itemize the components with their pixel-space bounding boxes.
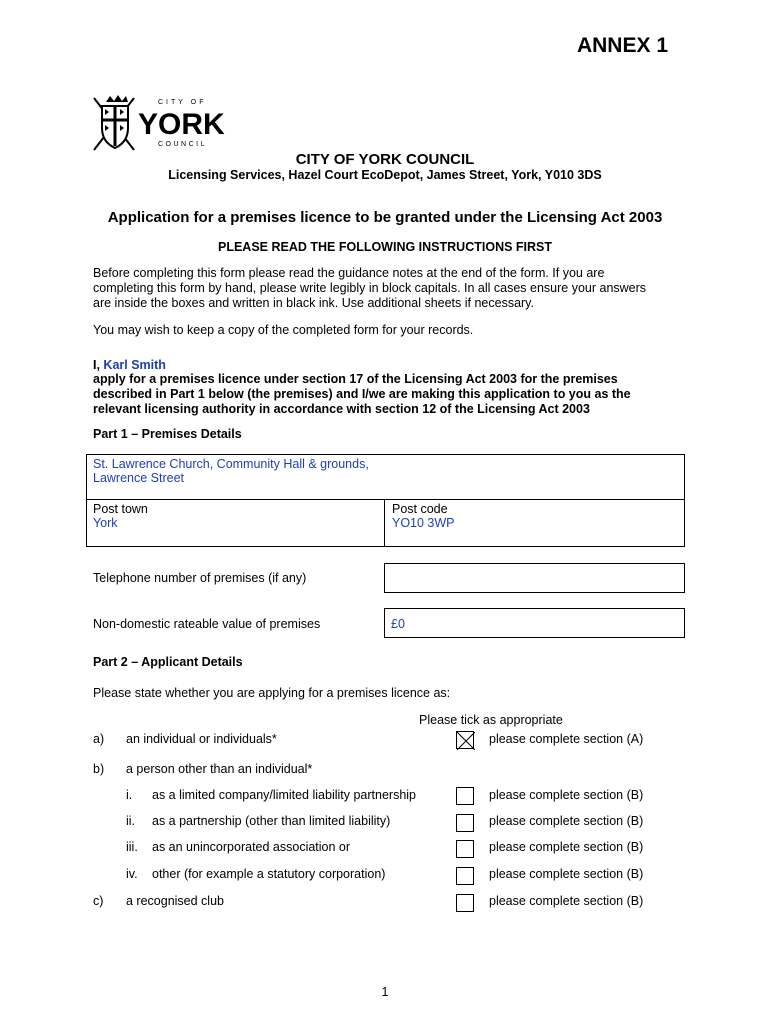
- option-marker: i.: [126, 788, 133, 802]
- annex-heading: ANNEX 1: [576, 34, 668, 57]
- option-marker: b): [93, 762, 105, 776]
- option-marker: iv.: [126, 867, 138, 881]
- premises-address-line1[interactable]: St. Lawrence Church, Community Hall & grounds,: [93, 457, 369, 471]
- logo-line3: COUNCIL: [158, 141, 208, 148]
- page-number: 1: [381, 985, 389, 999]
- intro-line: Before completing this form please read the guidance notes at the end of the form. If you are: [93, 266, 605, 280]
- option-note: please complete section (B): [489, 788, 644, 802]
- postal-row: [86, 499, 685, 547]
- option-note: please complete section (B): [489, 814, 644, 828]
- premises-address-line2[interactable]: Lawrence Street: [93, 471, 185, 485]
- option-label: other (for example a statutory corporation): [152, 867, 386, 881]
- apply-line: apply for a premises licence under section 17 of the Licensing Act 2003 for the premises: [93, 372, 618, 386]
- logo-line2: YORK: [138, 108, 225, 141]
- tick-header: Please tick as appropriate: [419, 713, 563, 727]
- post-town-label: Post town: [93, 502, 148, 516]
- intro-line: are inside the boxes and written in black ink. Use additional sheets if necessary.: [93, 296, 534, 310]
- option-label: as a limited company/limited liability partnership: [152, 788, 417, 802]
- post-code-value[interactable]: YO10 3WP: [392, 516, 455, 530]
- option-marker: a): [93, 732, 105, 746]
- option-label: as a partnership (other than limited liability): [152, 814, 391, 828]
- limited-company-checkbox[interactable]: [456, 787, 474, 805]
- applicant-name[interactable]: Karl Smith: [103, 358, 166, 372]
- apply-statement: [93, 372, 673, 417]
- coat-of-arms-icon: [90, 92, 240, 154]
- checkmark-cross-icon: [457, 732, 475, 750]
- option-note: please complete section (B): [489, 867, 644, 881]
- logo-line1: CITY OF: [158, 99, 207, 106]
- rateable-value-label: Non-domestic rateable value of premises: [93, 617, 321, 631]
- keep-copy-text: You may wish to keep a copy of the completed form for your records.: [93, 323, 474, 337]
- rateable-value: £0: [391, 617, 405, 631]
- council-address: Licensing Services, Hazel Court EcoDepot, James Street, York, Y010 3DS: [168, 168, 602, 182]
- option-label: a recognised club: [126, 894, 224, 908]
- part1-heading: Part 1 – Premises Details: [93, 427, 242, 441]
- apply-line: relevant licensing authority in accordance with section 12 of the Licensing Act 2003: [93, 402, 590, 416]
- option-note: please complete section (B): [489, 894, 644, 908]
- option-label: an individual or individuals*: [126, 732, 277, 746]
- individual-checkbox[interactable]: [456, 731, 474, 749]
- part2-heading: Part 2 – Applicant Details: [93, 655, 243, 669]
- option-marker: iii.: [126, 840, 138, 854]
- intro-paragraph: [93, 266, 673, 311]
- option-marker: ii.: [126, 814, 136, 828]
- applicant-line: [93, 358, 673, 373]
- partnership-checkbox[interactable]: [456, 814, 474, 832]
- recognised-club-checkbox[interactable]: [456, 894, 474, 912]
- option-label: as an unincorporated association or: [152, 840, 351, 854]
- option-note: please complete section (B): [489, 840, 644, 854]
- intro-line: completing this form by hand, please write legibly in block capitals. In all cases ensure your answers: [93, 281, 647, 295]
- post-code-label: Post code: [392, 502, 448, 516]
- application-title: Application for a premises licence to be granted under the Licensing Act 2003: [107, 209, 663, 226]
- rateable-value-field[interactable]: [384, 608, 685, 638]
- applicant-prefix: I,: [93, 358, 104, 372]
- option-note: please complete section (A): [489, 732, 644, 746]
- telephone-field[interactable]: [384, 563, 685, 593]
- postal-divider: [384, 499, 385, 547]
- unincorporated-association-checkbox[interactable]: [456, 840, 474, 858]
- other-corporation-checkbox[interactable]: [456, 867, 474, 885]
- telephone-label: Telephone number of premises (if any): [93, 571, 307, 585]
- option-label: a person other than an individual*: [126, 762, 313, 776]
- council-name: CITY OF YORK COUNCIL: [295, 151, 475, 168]
- part2-question: Please state whether you are applying for a premises licence as:: [93, 686, 451, 700]
- post-town-value[interactable]: York: [93, 516, 118, 530]
- york-council-logo: [90, 92, 240, 154]
- apply-line: described in Part 1 below (the premises) and I/we are making this application to you as the: [93, 387, 631, 401]
- instructions-heading: PLEASE READ THE FOLLOWING INSTRUCTIONS FIRST: [217, 240, 553, 254]
- premises-address-box[interactable]: [86, 454, 685, 547]
- option-marker: c): [93, 894, 104, 908]
